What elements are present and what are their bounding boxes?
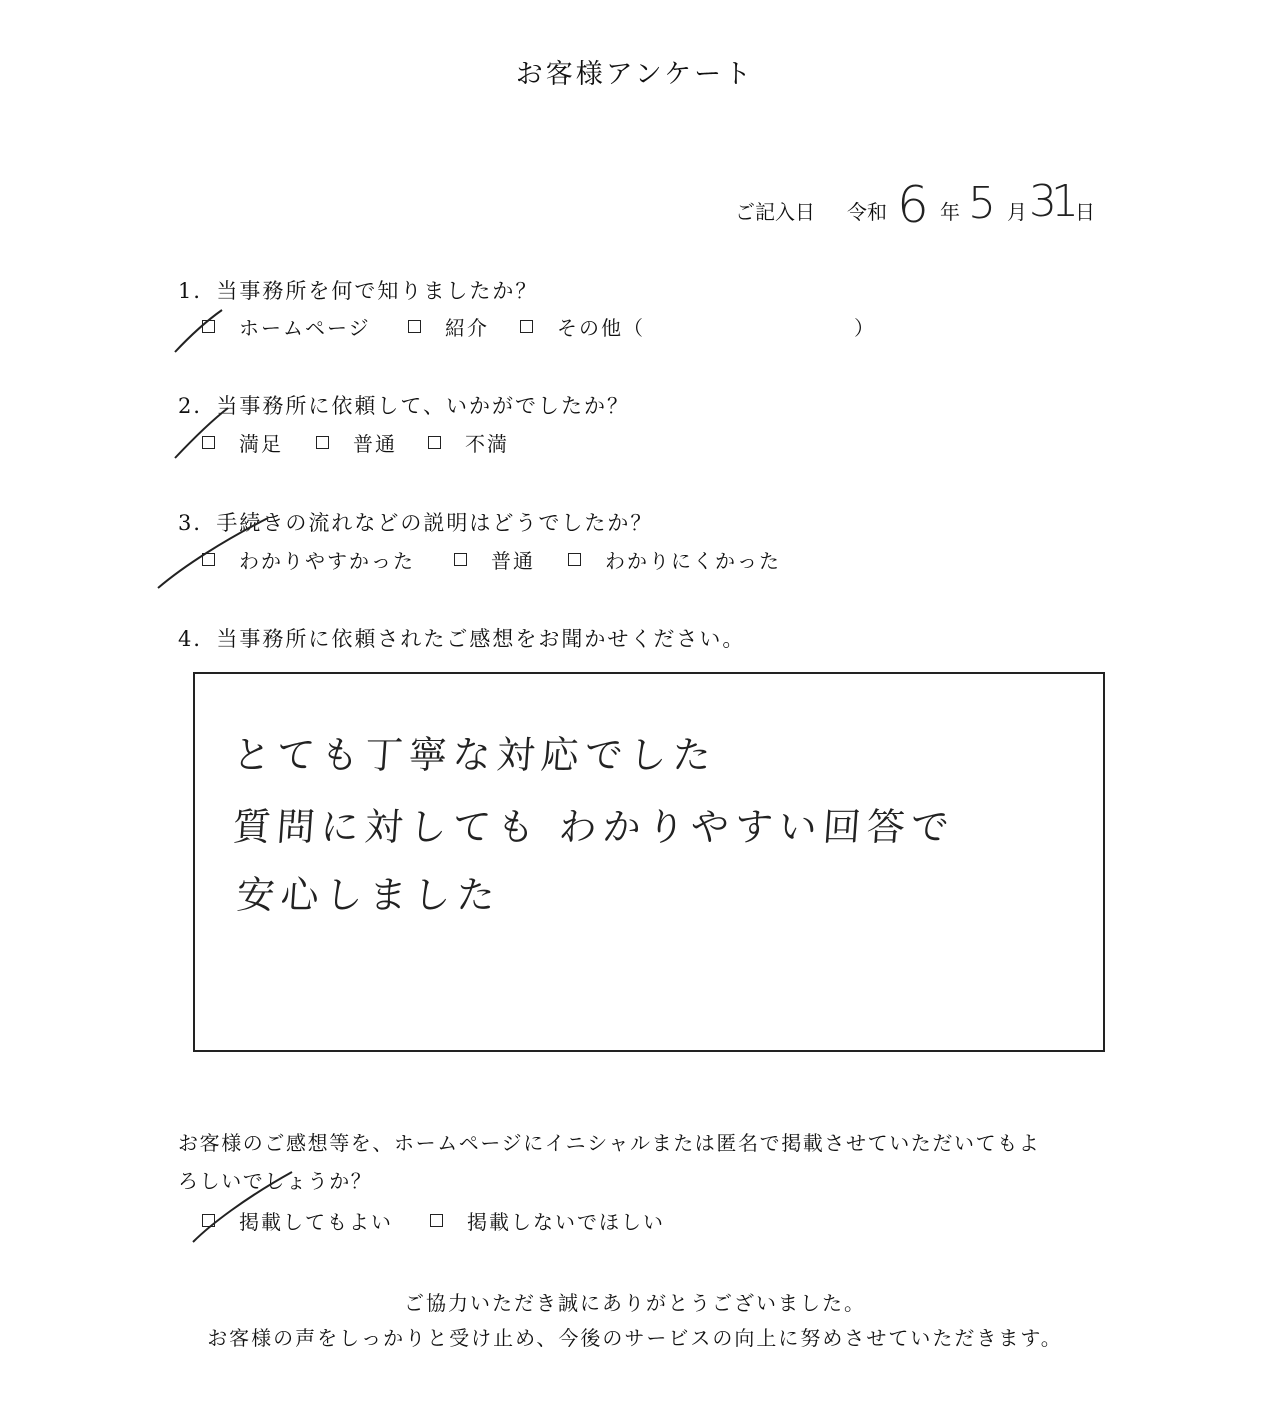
q3-option-clear[interactable] [202,545,415,574]
checkbox[interactable] [454,553,467,566]
closing-line1: ご協力いただき誠にありがとうございました。 [404,1291,866,1315]
page-title: お客様アンケート [515,59,755,90]
option-label: わかりにくかった [605,549,781,573]
q1-other-close: ） [854,316,876,340]
date-era: 令和 [847,200,887,224]
checkbox[interactable] [202,320,215,333]
date-year-unit: 年 [940,200,960,224]
checkbox[interactable] [568,553,581,566]
q2-option-satisfied[interactable] [202,428,283,457]
publish-question-line1: お客様のご感想等を、ホームページにイニシャルまたは匿名で掲載させていただいてもよ [178,1131,1041,1155]
q3-option-unclear[interactable] [568,545,781,574]
date-year-value: 6 [897,176,929,234]
option-label: わかりやすかった [239,549,415,573]
option-label: 不満 [465,432,509,456]
closing-line2: お客様の声をしっかりと受け止め、今後のサービスの向上に努めさせていただきます。 [207,1326,1063,1350]
checkbox[interactable] [202,553,215,566]
option-label: 普通 [353,432,397,456]
checkbox[interactable] [520,320,533,333]
date-day-value: 31 [1029,176,1073,227]
question-4: 4．当事務所に依頼されたご感想をお聞かせください。 [178,627,746,651]
option-label: 掲載してもよい [239,1210,393,1234]
q1-option-referral[interactable] [408,312,489,341]
answer-box[interactable] [193,672,1105,1052]
date-month-value: 5 [968,178,996,229]
publish-options [202,1206,722,1236]
publish-option-deny[interactable] [430,1206,665,1235]
option-label: 掲載しないでほしい [467,1210,665,1234]
publish-option-allow[interactable] [202,1206,393,1235]
entry-date [735,178,1115,258]
question-2: 2．当事務所に依頼して、いかがでしたか？ [178,394,630,418]
q2-option-unsatisfied[interactable] [428,428,509,457]
q1-option-homepage[interactable] [202,312,371,341]
answer-line: 質問に対しても わかりやすい回答で [231,805,957,849]
date-day-unit: 日 [1075,200,1095,224]
question-3-options [202,545,852,575]
checkbox[interactable] [428,436,441,449]
option-label: 紹介 [445,316,489,340]
option-label: 普通 [491,549,535,573]
checkbox[interactable] [408,320,421,333]
question-2-options [202,428,702,458]
publish-question-line2: ろしいでしょうか？ [178,1169,373,1193]
option-label: 満足 [239,432,283,456]
date-month-unit: 月 [1007,200,1027,224]
answer-line: とても丁寧な対応でした [231,733,719,777]
question-1: 1．当事務所を何で知りましたか？ [178,279,539,303]
question-1-options [202,312,902,342]
q2-option-normal[interactable] [316,428,397,457]
q3-option-normal[interactable] [454,545,535,574]
checkbox[interactable] [430,1214,443,1227]
answer-line: 安心しました [235,873,503,917]
option-label: その他（ [557,316,645,340]
option-label: ホームページ [239,316,371,340]
q1-option-other[interactable] [520,312,645,341]
date-label: ご記入日 [735,200,815,224]
checkbox[interactable] [316,436,329,449]
question-3: 3．手続きの流れなどの説明はどうでしたか？ [178,511,654,535]
checkbox[interactable] [202,1214,215,1227]
checkbox[interactable] [202,436,215,449]
